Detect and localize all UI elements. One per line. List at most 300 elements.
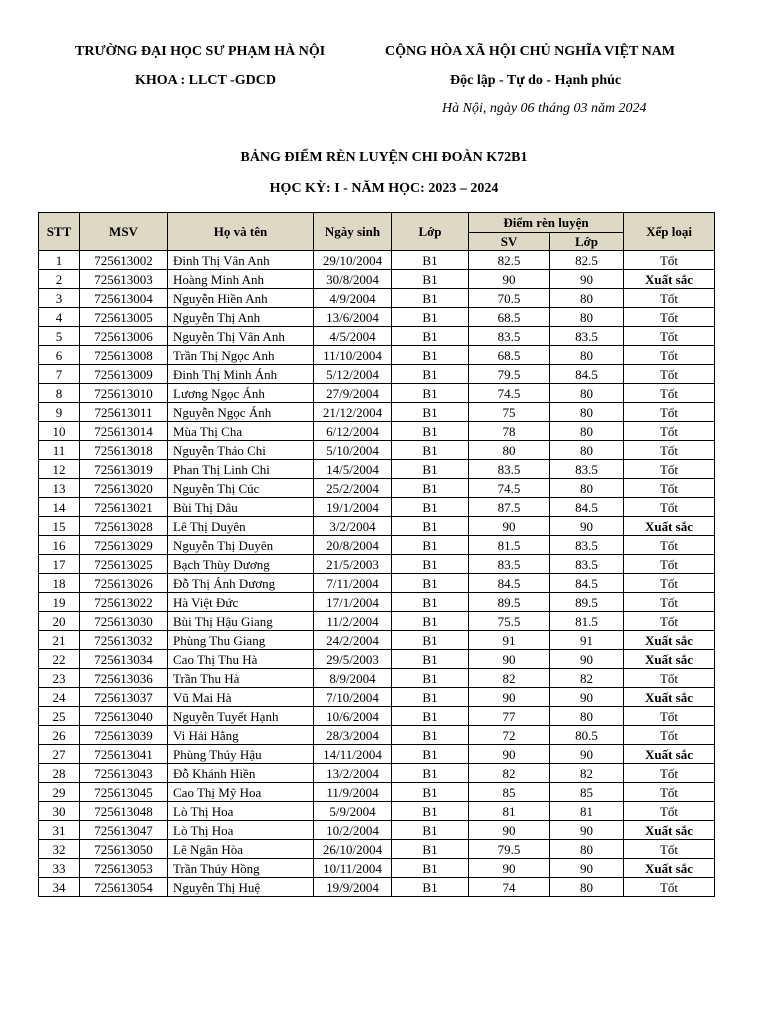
cell-class: B1 — [392, 517, 469, 536]
table-row — [39, 251, 715, 270]
cell-dob: 10/11/2004 — [314, 859, 392, 878]
cell-msv: 725613019 — [80, 460, 168, 479]
cell-score-sv: 90 — [469, 688, 550, 707]
cell-score-class: 80 — [550, 403, 624, 422]
cell-name: Trần Thị Ngọc Anh — [168, 346, 314, 365]
cell-dob: 29/5/2003 — [314, 650, 392, 669]
cell-stt: 17 — [39, 555, 80, 574]
cell-dob: 5/10/2004 — [314, 441, 392, 460]
cell-dob: 13/2/2004 — [314, 764, 392, 783]
cell-score-class: 85 — [550, 783, 624, 802]
cell-msv: 725613002 — [80, 251, 168, 270]
cell-score-class: 80 — [550, 479, 624, 498]
cell-class: B1 — [392, 555, 469, 574]
table-row — [39, 308, 715, 327]
cell-dob: 3/2/2004 — [314, 517, 392, 536]
cell-stt: 16 — [39, 536, 80, 555]
cell-score-sv: 84.5 — [469, 574, 550, 593]
cell-score-sv: 74 — [469, 878, 550, 897]
cell-rank: Tốt — [624, 327, 715, 346]
cell-stt: 12 — [39, 460, 80, 479]
cell-score-sv: 77 — [469, 707, 550, 726]
cell-score-class: 80 — [550, 346, 624, 365]
cell-rank: Tốt — [624, 403, 715, 422]
cell-score-class: 82 — [550, 669, 624, 688]
cell-score-class: 90 — [550, 821, 624, 840]
faculty-name: KHOA : LLCT -GDCD — [135, 73, 276, 88]
cell-name: Phan Thị Linh Chi — [168, 460, 314, 479]
table-body — [39, 251, 715, 897]
cell-name: Nguyễn Thị Huệ — [168, 878, 314, 897]
table-row — [39, 783, 715, 802]
cell-name: Nguyễn Thị Duyên — [168, 536, 314, 555]
cell-msv: 725613053 — [80, 859, 168, 878]
cell-rank: Xuất sắc — [624, 270, 715, 289]
cell-name: Nguyễn Thảo Chi — [168, 441, 314, 460]
cell-stt: 24 — [39, 688, 80, 707]
cell-dob: 5/12/2004 — [314, 365, 392, 384]
cell-stt: 9 — [39, 403, 80, 422]
cell-msv: 725613018 — [80, 441, 168, 460]
cell-class: B1 — [392, 403, 469, 422]
table-row — [39, 555, 715, 574]
cell-dob: 11/10/2004 — [314, 346, 392, 365]
cell-rank: Tốt — [624, 783, 715, 802]
cell-score-class: 82.5 — [550, 251, 624, 270]
cell-class: B1 — [392, 612, 469, 631]
table-row — [39, 384, 715, 403]
cell-score-class: 84.5 — [550, 365, 624, 384]
cell-dob: 24/2/2004 — [314, 631, 392, 650]
cell-msv: 725613045 — [80, 783, 168, 802]
cell-score-class: 80 — [550, 422, 624, 441]
cell-score-sv: 81 — [469, 802, 550, 821]
cell-msv: 725613028 — [80, 517, 168, 536]
national-motto: Độc lập - Tự do - Hạnh phúc — [450, 73, 622, 88]
cell-rank: Tốt — [624, 612, 715, 631]
table-row — [39, 612, 715, 631]
cell-rank: Xuất sắc — [624, 859, 715, 878]
cell-msv: 725613040 — [80, 707, 168, 726]
header-score-class: Lớp — [550, 233, 624, 251]
table-row — [39, 346, 715, 365]
cell-rank: Xuất sắc — [624, 688, 715, 707]
cell-score-class: 89.5 — [550, 593, 624, 612]
header-score-group: Điểm rèn luyện — [469, 213, 624, 233]
table-row — [39, 593, 715, 612]
cell-msv: 725613041 — [80, 745, 168, 764]
header-rank: Xếp loại — [624, 213, 715, 251]
cell-msv: 725613022 — [80, 593, 168, 612]
cell-msv: 725613030 — [80, 612, 168, 631]
document-subtitle: HỌC KỲ: I - NĂM HỌC: 2023 – 2024 — [269, 181, 499, 196]
table-row — [39, 726, 715, 745]
table-row — [39, 327, 715, 346]
table-row — [39, 821, 715, 840]
cell-stt: 13 — [39, 479, 80, 498]
cell-dob: 26/10/2004 — [314, 840, 392, 859]
cell-stt: 26 — [39, 726, 80, 745]
cell-score-sv: 82 — [469, 669, 550, 688]
cell-name: Nguyễn Hiền Anh — [168, 289, 314, 308]
cell-score-sv: 79.5 — [469, 840, 550, 859]
cell-score-class: 80 — [550, 384, 624, 403]
cell-name: Mùa Thị Cha — [168, 422, 314, 441]
cell-dob: 25/2/2004 — [314, 479, 392, 498]
cell-name: Lê Thị Duyên — [168, 517, 314, 536]
table-row — [39, 536, 715, 555]
cell-name: Đỗ Thị Ánh Dương — [168, 574, 314, 593]
cell-score-class: 90 — [550, 688, 624, 707]
cell-name: Đinh Thị Minh Ánh — [168, 365, 314, 384]
cell-stt: 8 — [39, 384, 80, 403]
table-row — [39, 650, 715, 669]
cell-dob: 7/11/2004 — [314, 574, 392, 593]
cell-class: B1 — [392, 650, 469, 669]
header-msv: MSV — [80, 213, 168, 251]
cell-rank: Tốt — [624, 289, 715, 308]
header-score-sv: SV — [469, 233, 550, 251]
cell-dob: 27/9/2004 — [314, 384, 392, 403]
cell-dob: 11/9/2004 — [314, 783, 392, 802]
cell-class: B1 — [392, 327, 469, 346]
cell-msv: 725613032 — [80, 631, 168, 650]
table-row — [39, 574, 715, 593]
cell-score-class: 82 — [550, 764, 624, 783]
cell-rank: Tốt — [624, 707, 715, 726]
cell-rank: Xuất sắc — [624, 631, 715, 650]
cell-stt: 2 — [39, 270, 80, 289]
cell-stt: 10 — [39, 422, 80, 441]
cell-name: Hà Việt Đức — [168, 593, 314, 612]
cell-stt: 28 — [39, 764, 80, 783]
cell-msv: 725613037 — [80, 688, 168, 707]
cell-class: B1 — [392, 479, 469, 498]
cell-class: B1 — [392, 346, 469, 365]
table-row — [39, 441, 715, 460]
table-row — [39, 422, 715, 441]
national-title: CỘNG HÒA XÃ HỘI CHỦ NGHĨA VIỆT NAM — [385, 44, 676, 59]
table-row — [39, 403, 715, 422]
cell-stt: 34 — [39, 878, 80, 897]
cell-dob: 21/12/2004 — [314, 403, 392, 422]
cell-score-class: 83.5 — [550, 460, 624, 479]
cell-score-class: 91 — [550, 631, 624, 650]
table-row — [39, 745, 715, 764]
cell-class: B1 — [392, 745, 469, 764]
cell-score-sv: 90 — [469, 821, 550, 840]
table-row — [39, 669, 715, 688]
cell-class: B1 — [392, 631, 469, 650]
cell-msv: 725613025 — [80, 555, 168, 574]
cell-rank: Tốt — [624, 251, 715, 270]
cell-stt: 7 — [39, 365, 80, 384]
cell-dob: 6/12/2004 — [314, 422, 392, 441]
cell-score-sv: 90 — [469, 650, 550, 669]
document-title: BẢNG ĐIỂM RÈN LUYỆN CHI ĐOÀN K72B1 — [240, 150, 528, 165]
table-row — [39, 764, 715, 783]
cell-dob: 28/3/2004 — [314, 726, 392, 745]
cell-msv: 725613014 — [80, 422, 168, 441]
cell-score-sv: 80 — [469, 441, 550, 460]
cell-class: B1 — [392, 289, 469, 308]
cell-dob: 13/6/2004 — [314, 308, 392, 327]
cell-msv: 725613047 — [80, 821, 168, 840]
table-row — [39, 365, 715, 384]
cell-score-class: 80 — [550, 441, 624, 460]
cell-dob: 5/9/2004 — [314, 802, 392, 821]
cell-rank: Tốt — [624, 441, 715, 460]
cell-class: B1 — [392, 821, 469, 840]
cell-score-class: 80 — [550, 878, 624, 897]
cell-rank: Tốt — [624, 555, 715, 574]
table-row — [39, 517, 715, 536]
cell-stt: 30 — [39, 802, 80, 821]
cell-score-class: 90 — [550, 745, 624, 764]
cell-name: Vũ Mai Hà — [168, 688, 314, 707]
cell-class: B1 — [392, 707, 469, 726]
cell-score-sv: 89.5 — [469, 593, 550, 612]
cell-score-sv: 85 — [469, 783, 550, 802]
cell-score-sv: 79.5 — [469, 365, 550, 384]
cell-dob: 11/2/2004 — [314, 612, 392, 631]
cell-stt: 23 — [39, 669, 80, 688]
cell-stt: 20 — [39, 612, 80, 631]
cell-score-sv: 90 — [469, 270, 550, 289]
cell-msv: 725613043 — [80, 764, 168, 783]
cell-score-sv: 74.5 — [469, 384, 550, 403]
cell-stt: 5 — [39, 327, 80, 346]
cell-score-class: 84.5 — [550, 574, 624, 593]
cell-dob: 21/5/2003 — [314, 555, 392, 574]
cell-stt: 19 — [39, 593, 80, 612]
cell-class: B1 — [392, 365, 469, 384]
cell-class: B1 — [392, 460, 469, 479]
cell-msv: 725613005 — [80, 308, 168, 327]
cell-class: B1 — [392, 498, 469, 517]
cell-msv: 725613010 — [80, 384, 168, 403]
cell-msv: 725613029 — [80, 536, 168, 555]
cell-msv: 725613039 — [80, 726, 168, 745]
cell-score-class: 81 — [550, 802, 624, 821]
cell-name: Nguyễn Tuyết Hạnh — [168, 707, 314, 726]
cell-class: B1 — [392, 859, 469, 878]
cell-class: B1 — [392, 688, 469, 707]
cell-score-sv: 74.5 — [469, 479, 550, 498]
cell-class: B1 — [392, 536, 469, 555]
cell-rank: Tốt — [624, 878, 715, 897]
cell-score-sv: 70.5 — [469, 289, 550, 308]
cell-score-class: 80 — [550, 840, 624, 859]
cell-score-sv: 90 — [469, 745, 550, 764]
cell-dob: 19/9/2004 — [314, 878, 392, 897]
table-row — [39, 460, 715, 479]
cell-msv: 725613009 — [80, 365, 168, 384]
cell-class: B1 — [392, 802, 469, 821]
cell-name: Cao Thị Mỹ Hoa — [168, 783, 314, 802]
cell-rank: Tốt — [624, 498, 715, 517]
cell-rank: Tốt — [624, 365, 715, 384]
cell-class: B1 — [392, 669, 469, 688]
cell-score-class: 90 — [550, 517, 624, 536]
cell-score-sv: 82.5 — [469, 251, 550, 270]
cell-name: Trần Thu Hà — [168, 669, 314, 688]
cell-msv: 725613006 — [80, 327, 168, 346]
cell-dob: 8/9/2004 — [314, 669, 392, 688]
cell-class: B1 — [392, 764, 469, 783]
cell-class: B1 — [392, 878, 469, 897]
cell-class: B1 — [392, 840, 469, 859]
cell-dob: 10/2/2004 — [314, 821, 392, 840]
cell-dob: 19/1/2004 — [314, 498, 392, 517]
cell-score-class: 90 — [550, 650, 624, 669]
cell-rank: Xuất sắc — [624, 745, 715, 764]
cell-rank: Tốt — [624, 479, 715, 498]
cell-score-class: 83.5 — [550, 327, 624, 346]
cell-msv: 725613054 — [80, 878, 168, 897]
cell-rank: Tốt — [624, 593, 715, 612]
cell-class: B1 — [392, 441, 469, 460]
cell-name: Bùi Thị Dâu — [168, 498, 314, 517]
table-row — [39, 631, 715, 650]
table-row — [39, 270, 715, 289]
cell-name: Hoàng Minh Anh — [168, 270, 314, 289]
cell-dob: 30/8/2004 — [314, 270, 392, 289]
cell-name: Phùng Thúy Hậu — [168, 745, 314, 764]
table-row — [39, 859, 715, 878]
cell-rank: Tốt — [624, 802, 715, 821]
cell-msv: 725613036 — [80, 669, 168, 688]
cell-dob: 29/10/2004 — [314, 251, 392, 270]
cell-score-sv: 91 — [469, 631, 550, 650]
cell-msv: 725613026 — [80, 574, 168, 593]
cell-rank: Tốt — [624, 536, 715, 555]
cell-class: B1 — [392, 422, 469, 441]
cell-name: Vi Hải Hằng — [168, 726, 314, 745]
table-row — [39, 878, 715, 897]
cell-name: Nguyễn Ngọc Ánh — [168, 403, 314, 422]
cell-dob: 14/5/2004 — [314, 460, 392, 479]
cell-stt: 29 — [39, 783, 80, 802]
cell-msv: 725613034 — [80, 650, 168, 669]
cell-name: Lò Thị Hoa — [168, 821, 314, 840]
cell-name: Lò Thị Hoa — [168, 802, 314, 821]
cell-dob: 7/10/2004 — [314, 688, 392, 707]
cell-msv: 725613011 — [80, 403, 168, 422]
cell-score-sv: 78 — [469, 422, 550, 441]
cell-stt: 33 — [39, 859, 80, 878]
cell-score-sv: 72 — [469, 726, 550, 745]
cell-stt: 21 — [39, 631, 80, 650]
cell-rank: Tốt — [624, 308, 715, 327]
cell-stt: 15 — [39, 517, 80, 536]
cell-name: Lê Ngân Hòa — [168, 840, 314, 859]
cell-score-class: 80.5 — [550, 726, 624, 745]
cell-name: Bùi Thị Hậu Giang — [168, 612, 314, 631]
cell-stt: 32 — [39, 840, 80, 859]
cell-name: Nguyễn Thị Cúc — [168, 479, 314, 498]
cell-msv: 725613021 — [80, 498, 168, 517]
cell-score-class: 83.5 — [550, 536, 624, 555]
cell-score-sv: 75.5 — [469, 612, 550, 631]
cell-score-class: 81.5 — [550, 612, 624, 631]
cell-score-class: 83.5 — [550, 555, 624, 574]
cell-stt: 4 — [39, 308, 80, 327]
cell-rank: Tốt — [624, 574, 715, 593]
header-dob: Ngày sinh — [314, 213, 392, 251]
cell-class: B1 — [392, 726, 469, 745]
cell-score-sv: 75 — [469, 403, 550, 422]
cell-name: Nguyễn Thị Anh — [168, 308, 314, 327]
table-row — [39, 802, 715, 821]
cell-stt: 6 — [39, 346, 80, 365]
cell-score-sv: 82 — [469, 764, 550, 783]
cell-dob: 17/1/2004 — [314, 593, 392, 612]
table-row — [39, 707, 715, 726]
cell-dob: 10/6/2004 — [314, 707, 392, 726]
cell-stt: 11 — [39, 441, 80, 460]
header-stt: STT — [39, 213, 80, 251]
cell-name: Đinh Thị Vân Anh — [168, 251, 314, 270]
cell-name: Đỗ Khánh Hiền — [168, 764, 314, 783]
cell-stt: 1 — [39, 251, 80, 270]
cell-score-sv: 68.5 — [469, 308, 550, 327]
cell-rank: Tốt — [624, 422, 715, 441]
cell-score-sv: 81.5 — [469, 536, 550, 555]
cell-msv: 725613020 — [80, 479, 168, 498]
header-class: Lớp — [392, 213, 469, 251]
cell-rank: Tốt — [624, 840, 715, 859]
cell-stt: 14 — [39, 498, 80, 517]
cell-name: Nguyễn Thị Vân Anh — [168, 327, 314, 346]
cell-stt: 3 — [39, 289, 80, 308]
cell-rank: Xuất sắc — [624, 650, 715, 669]
cell-score-sv: 83.5 — [469, 555, 550, 574]
cell-score-sv: 90 — [469, 859, 550, 878]
cell-rank: Tốt — [624, 460, 715, 479]
cell-score-class: 80 — [550, 289, 624, 308]
cell-name: Bạch Thùy Dương — [168, 555, 314, 574]
cell-rank: Xuất sắc — [624, 517, 715, 536]
cell-msv: 725613003 — [80, 270, 168, 289]
cell-dob: 4/9/2004 — [314, 289, 392, 308]
table-row — [39, 688, 715, 707]
table-row — [39, 479, 715, 498]
cell-stt: 27 — [39, 745, 80, 764]
table-row — [39, 289, 715, 308]
cell-msv: 725613050 — [80, 840, 168, 859]
cell-score-sv: 87.5 — [469, 498, 550, 517]
cell-score-sv: 83.5 — [469, 327, 550, 346]
cell-score-sv: 68.5 — [469, 346, 550, 365]
cell-rank: Tốt — [624, 726, 715, 745]
cell-score-class: 80 — [550, 308, 624, 327]
cell-score-sv: 83.5 — [469, 460, 550, 479]
cell-name: Cao Thị Thu Hà — [168, 650, 314, 669]
cell-name: Phùng Thu Giang — [168, 631, 314, 650]
cell-rank: Tốt — [624, 384, 715, 403]
cell-score-sv: 90 — [469, 517, 550, 536]
cell-stt: 25 — [39, 707, 80, 726]
cell-score-class: 90 — [550, 270, 624, 289]
cell-class: B1 — [392, 251, 469, 270]
cell-dob: 4/5/2004 — [314, 327, 392, 346]
cell-msv: 725613048 — [80, 802, 168, 821]
score-table — [38, 212, 715, 897]
cell-rank: Tốt — [624, 346, 715, 365]
cell-msv: 725613004 — [80, 289, 168, 308]
cell-class: B1 — [392, 270, 469, 289]
